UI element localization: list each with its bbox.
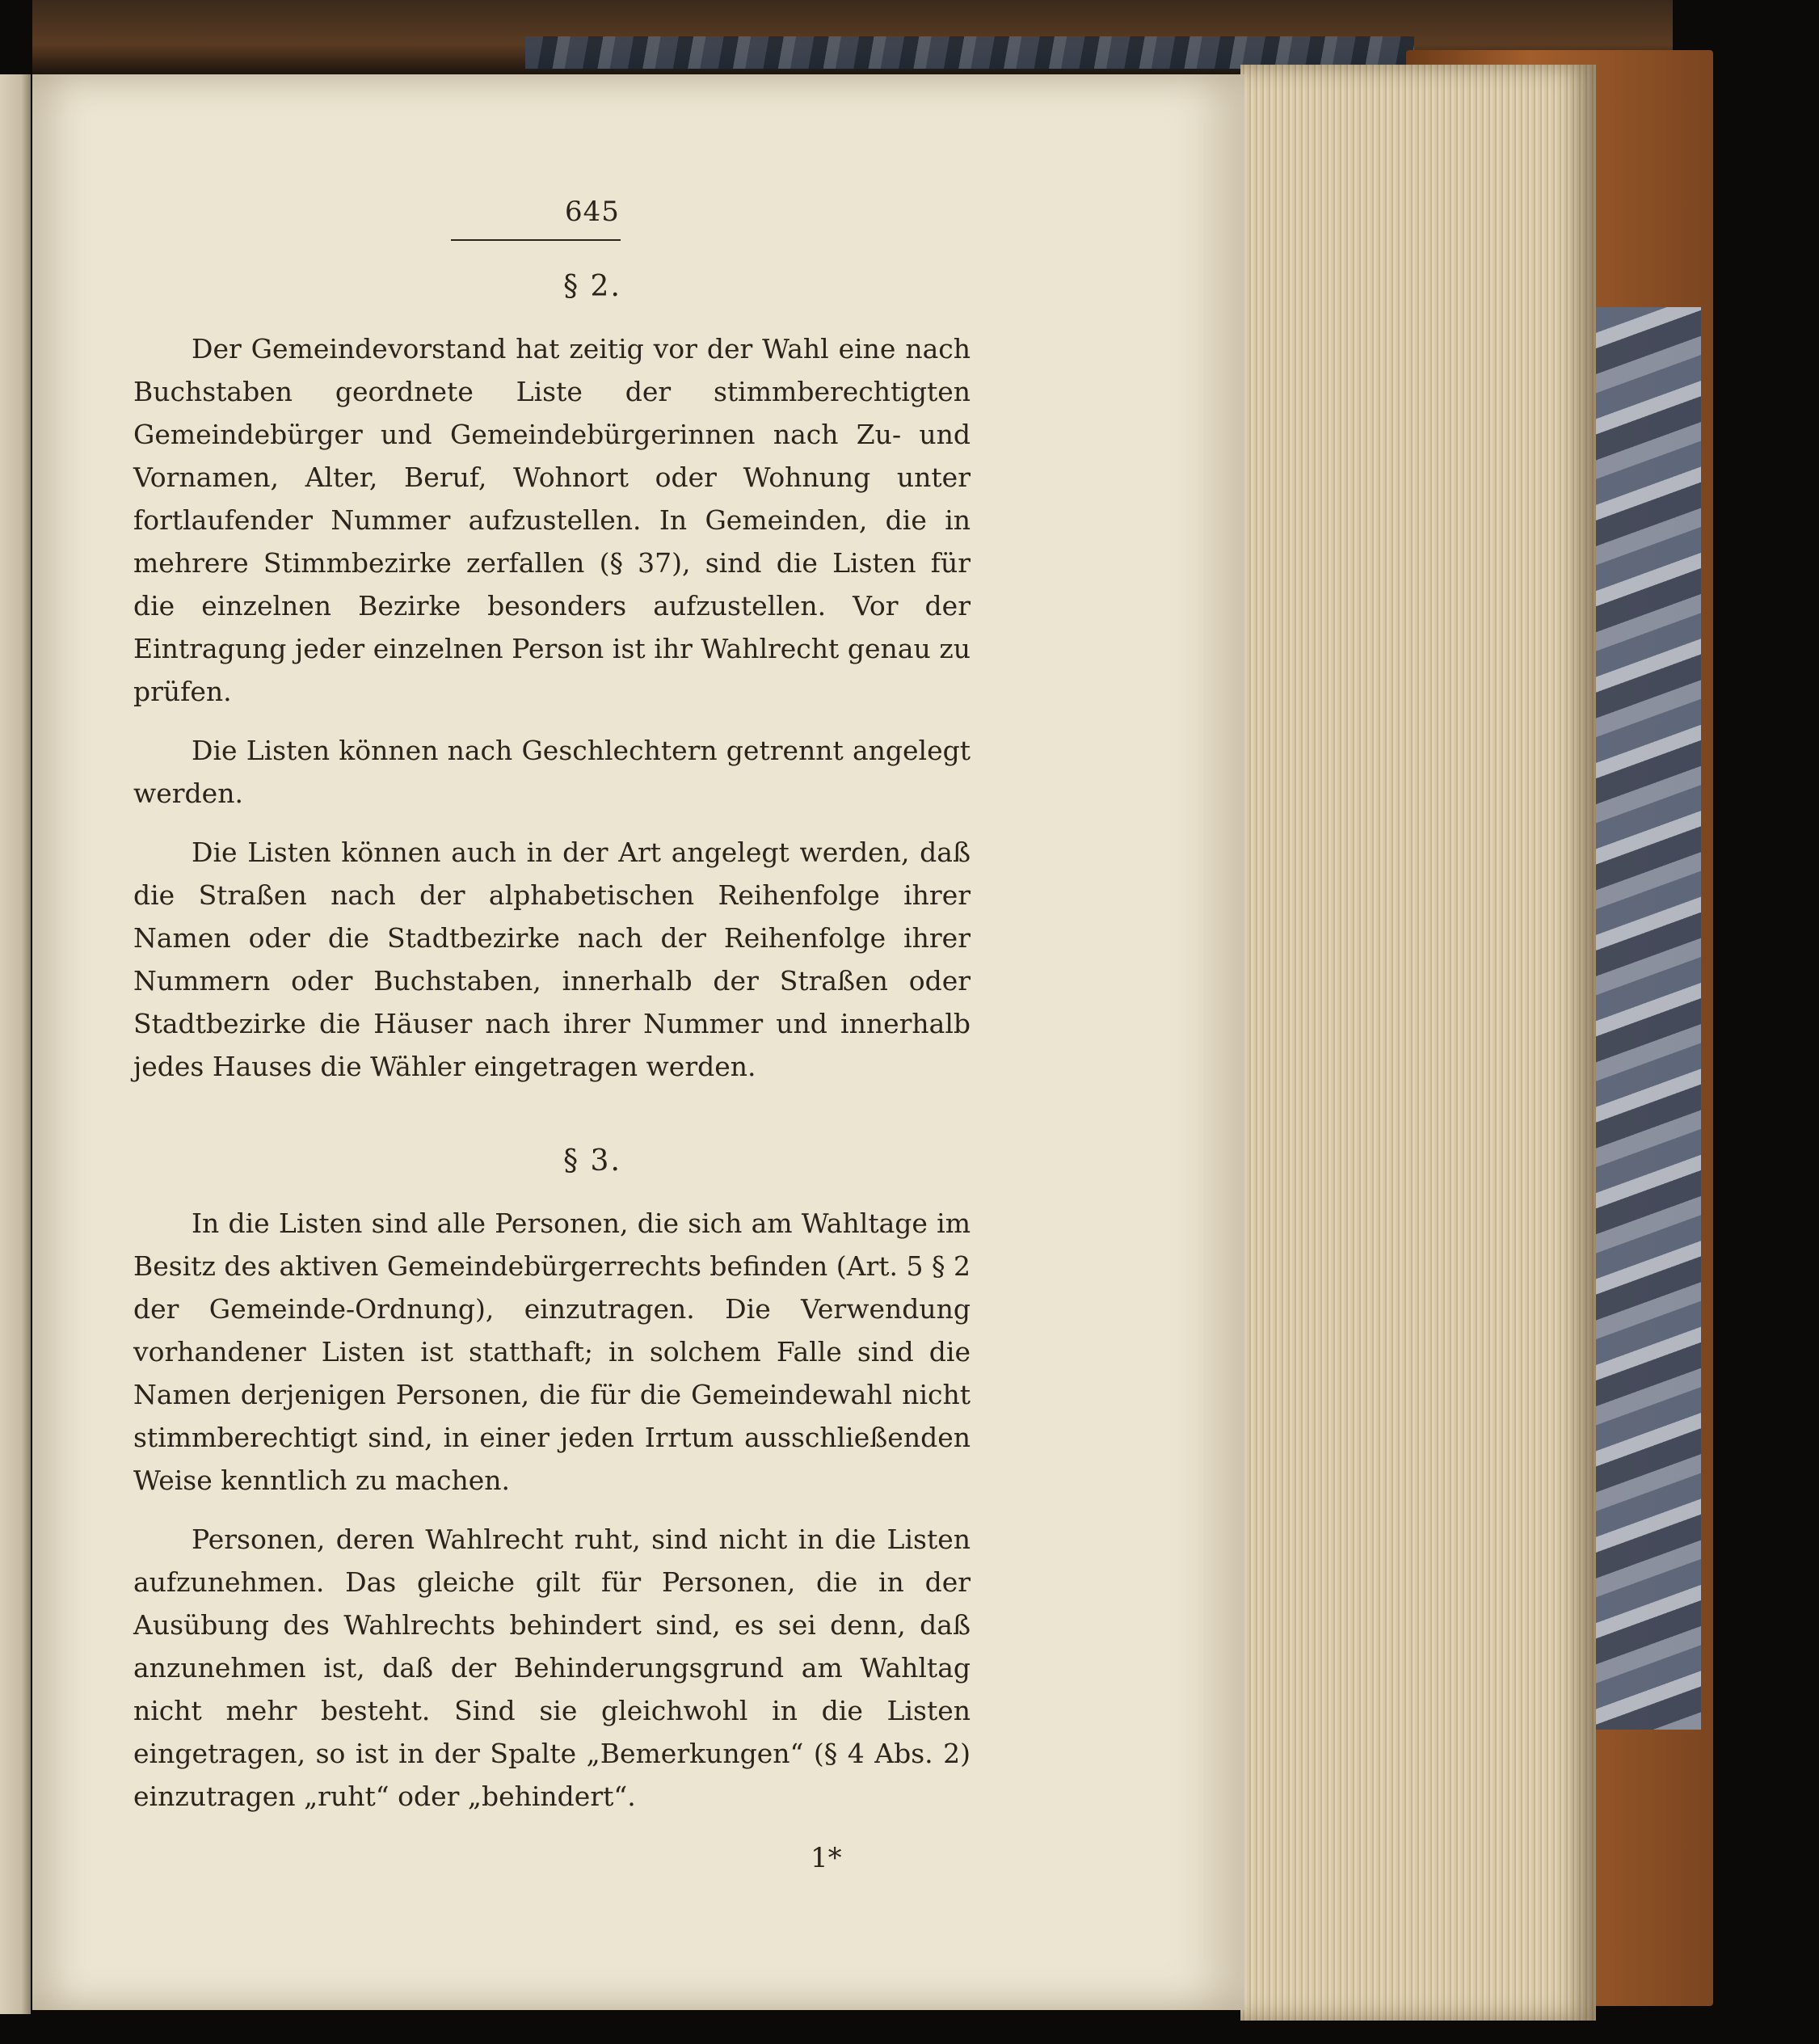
page-edges: [1240, 65, 1596, 2021]
paragraph: Der Gemeindevorstand hat zeitig vor der Wahl eine nach Buchstaben geordnete Liste der stimmberechtigten Gemeindebürger und Gemeindebürgerinnen nach Zu- und Vornamen, Alter, Beruf, Wohnort oder Wohnung unter fortlaufender Nummer aufzustellen. In Gemeinden, die in mehrere Stimmbezirke zerfallen (§ 37), sind die Listen für die einzelnen Bezirke besonders aufzustellen. Vor der Eintragung jeder einzelnen Person ist ihr Wahlrecht genau zu prüfen.: [133, 333, 971, 707]
paragraph: Personen, deren Wahlrecht ruht, sind nicht in die Listen aufzunehmen. Das gleiche gilt für Personen, die in der Ausübung des Wahlrechts behindert sind, es sei denn, daß anzunehmen ist, daß der Behinderungsgrund am Wahltag nicht mehr besteht. Sind sie gleichwohl in die Listen eingetragen, so ist in der Spalte „Bemerkungen“ (§ 4 Abs. 2) einzutragen „ruht“ oder „behindert“.: [133, 1524, 971, 1812]
header-rule: [451, 239, 621, 241]
section-2: [133, 270, 971, 1088]
left-facing-page: [0, 74, 31, 2014]
paragraph: In die Listen sind alle Personen, die sich am Wahltage im Besitz des aktiven Gemeindebürgerrechts befinden (Art. 5 § 2 der Gemeinde-Ordnung), einzutragen. Die Verwendung vorhandener Listen ist statthaft; in solchem Falle sind die Namen derjenigen Personen, die für die Gemeindewahl nicht stimmberechtigt sind, in einer jeden Irrtum ausschließenden Weise kenntlich zu machen.: [133, 1207, 971, 1496]
section-3: [133, 1144, 971, 1818]
section-heading: § 2.: [563, 270, 621, 303]
paragraph: Die Listen können auch in der Art angelegt werden, daß die Straßen nach der alphabetischen Reihenfolge ihrer Namen oder die Stadtbezirke nach der Reihenfolge ihrer Nummern oder Buchstaben, innerhalb der Straßen oder Stadtbezirke die Häuser nach ihrer Nummer und innerhalb jedes Hauses die Wähler eingetragen werden.: [133, 837, 971, 1082]
text-block: [133, 196, 971, 1874]
book-page: [32, 74, 1244, 2010]
marbled-board-side: [1596, 307, 1701, 1730]
marbled-board-top: [525, 36, 1414, 69]
page-number: 645: [565, 196, 620, 228]
paragraph: Die Listen können nach Geschlechtern getrennt angelegt werden.: [133, 735, 971, 809]
signature-mark: 1*: [811, 1842, 842, 1874]
section-heading: § 3.: [563, 1144, 621, 1178]
